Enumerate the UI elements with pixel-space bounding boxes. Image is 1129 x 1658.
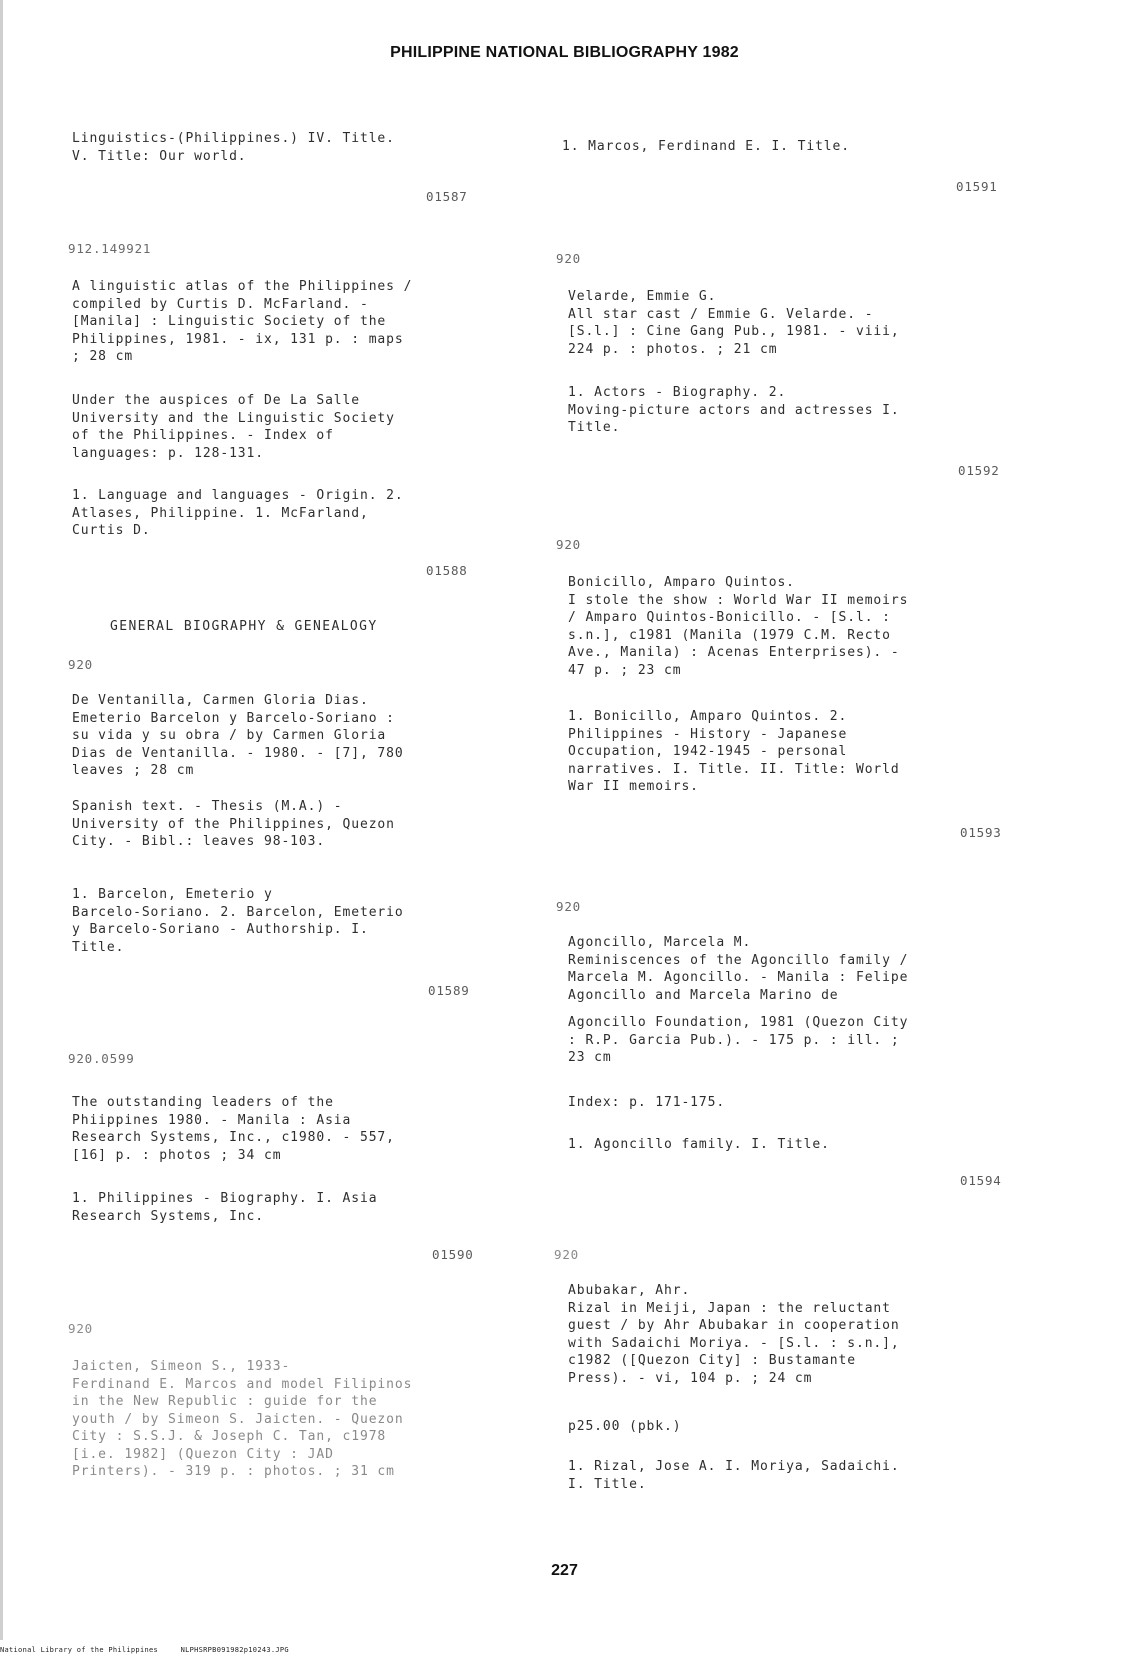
entry-1-subjects: Linguistics-(Philippines.) IV. Title. V. Title: Our world. — [72, 131, 395, 164]
entry-8-description: Agoncillo, Marcela M. Reminiscences of the Agoncillo family / Marcela M. Agoncillo. - Manila : Felipe Agoncillo and Marcela Marino de — [568, 935, 909, 1003]
entry-3-note: Spanish text. - Thesis (M.A.) - University of the Philippines, Quezon City. - Bibl.: leaves 98-103. — [72, 799, 395, 849]
entry-8-subjects: 1. Agoncillo family. I. Title. — [568, 1137, 830, 1152]
entry-8-note: Index: p. 171-175. — [568, 1095, 726, 1110]
entry-9-description: Abubakar, Ahr. Rizal in Meiji, Japan : the reluctant guest / by Ahr Abubakar in cooperation with Sadaichi Moriya. - [S.l. : s.n.], c1982 ([Quezon City] : Bustamante Press). - vi, 104 p. ; 24 cm — [568, 1283, 900, 1386]
page-edge-shadow — [0, 0, 3, 1640]
section-heading: GENERAL BIOGRAPHY & GENEALOGY — [110, 619, 378, 634]
entry-3-number: 01589 — [428, 983, 470, 998]
entry-5-call-number: 920 — [68, 1321, 93, 1336]
entry-7-subjects: 1. Bonicillo, Amparo Quintos. 2. Philippines - History - Japanese Occupation, 1942-1945 - personal narratives. I. Title. II. Title: World War II memoirs. — [568, 709, 900, 794]
entry-9-call-number: 920 — [554, 1247, 579, 1262]
entry-3-description: De Ventanilla, Carmen Gloria Dias. Emeterio Barcelon y Barcelo-Soriano : su vida y su obra / by Carmen Gloria Dias de Ventanilla. - 1980. - [7], 780 leaves ; 28 cm — [72, 693, 404, 778]
entry-1-number: 01587 — [426, 189, 468, 204]
entry-7-description: Bonicillo, Amparo Quintos. I stole the show : World War II memoirs / Amparo Quintos-Bonicillo. - [S.l. : s.n.], c1981 (Manila (1979 C.M. Recto Ave., Manila) : Acenas Enterprises). - 47 p. ; 23 cm — [568, 575, 909, 678]
entry-8-call-number: 920 — [556, 899, 581, 914]
entry-2-subjects: 1. Language and languages - Origin. 2. Atlases, Philippine. 1. McFarland, Curtis D. — [72, 488, 404, 538]
entry-5-subjects: 1. Marcos, Ferdinand E. I. Title. — [562, 139, 850, 154]
entry-6-number: 01592 — [958, 463, 1000, 478]
entry-8-description-continued: Agoncillo Foundation, 1981 (Quezon City : R.P. Garcia Pub.). - 175 p. : ill. ; 23 cm — [568, 1015, 909, 1065]
entry-5-number: 01591 — [956, 179, 998, 194]
running-header: PHILIPPINE NATIONAL BIBLIOGRAPHY 1982 — [390, 44, 739, 61]
entry-6-call-number: 920 — [556, 251, 581, 266]
entry-3-subjects: 1. Barcelon, Emeterio y Barcelo-Soriano. 2. Barcelon, Emeterio y Barcelo-Soriano - Authorship. I. Title. — [72, 887, 404, 955]
entry-7-call-number: 920 — [556, 537, 581, 552]
entry-4-subjects: 1. Philippines - Biography. I. Asia Research Systems, Inc. — [72, 1191, 378, 1224]
entry-4-description: The outstanding leaders of the Phiippines 1980. - Manila : Asia Research Systems, Inc., c1980. - 557, [16] p. : photos ; 34 cm — [72, 1095, 395, 1163]
entry-9-price: p25.00 (pbk.) — [568, 1419, 682, 1434]
page-number: 227 — [551, 1562, 578, 1579]
entry-6-subjects: 1. Actors - Biography. 2. Moving-picture actors and actresses I. Title. — [568, 385, 900, 435]
entry-9-subjects: 1. Rizal, Jose A. I. Moriya, Sadaichi. I. Title. — [568, 1459, 900, 1492]
scan-footer: National Library of the Philippines NLPHSRPB091982p10243.JPG — [0, 1646, 289, 1654]
entry-7-number: 01593 — [960, 825, 1002, 840]
entry-2-note: Under the auspices of De La Salle University and the Linguistic Society of the Philippines. - Index of languages: p. 128-131. — [72, 393, 395, 461]
entry-4-number: 01590 — [432, 1247, 474, 1262]
entry-2-call-number: 912.149921 — [68, 241, 152, 256]
entry-2-description: A linguistic atlas of the Philippines / compiled by Curtis D. McFarland. - [Manila] : Linguistic Society of the Philippines, 1981. - ix, 131 p. : maps ; 28 cm — [72, 279, 413, 364]
entry-3-call-number: 920 — [68, 657, 93, 672]
entry-5-description: Jaicten, Simeon S., 1933- Ferdinand E. Marcos and model Filipinos in the New Republic : guide for the youth / by Simeon S. Jaicten. - Quezon City : S.S.J. & Joseph C. Tan, c1978 [i.e. 1982] (Quezon City : JAD Printers). - 319 p. : photos. ; 31 cm — [72, 1359, 413, 1479]
entry-4-call-number: 920.0599 — [68, 1051, 135, 1066]
entry-2-number: 01588 — [426, 563, 468, 578]
entry-8-number: 01594 — [960, 1173, 1002, 1188]
entry-6-description: Velarde, Emmie G. All star cast / Emmie G. Velarde. - [S.l.] : Cine Gang Pub., 1981. - viii, 224 p. : photos. ; 21 cm — [568, 289, 900, 357]
